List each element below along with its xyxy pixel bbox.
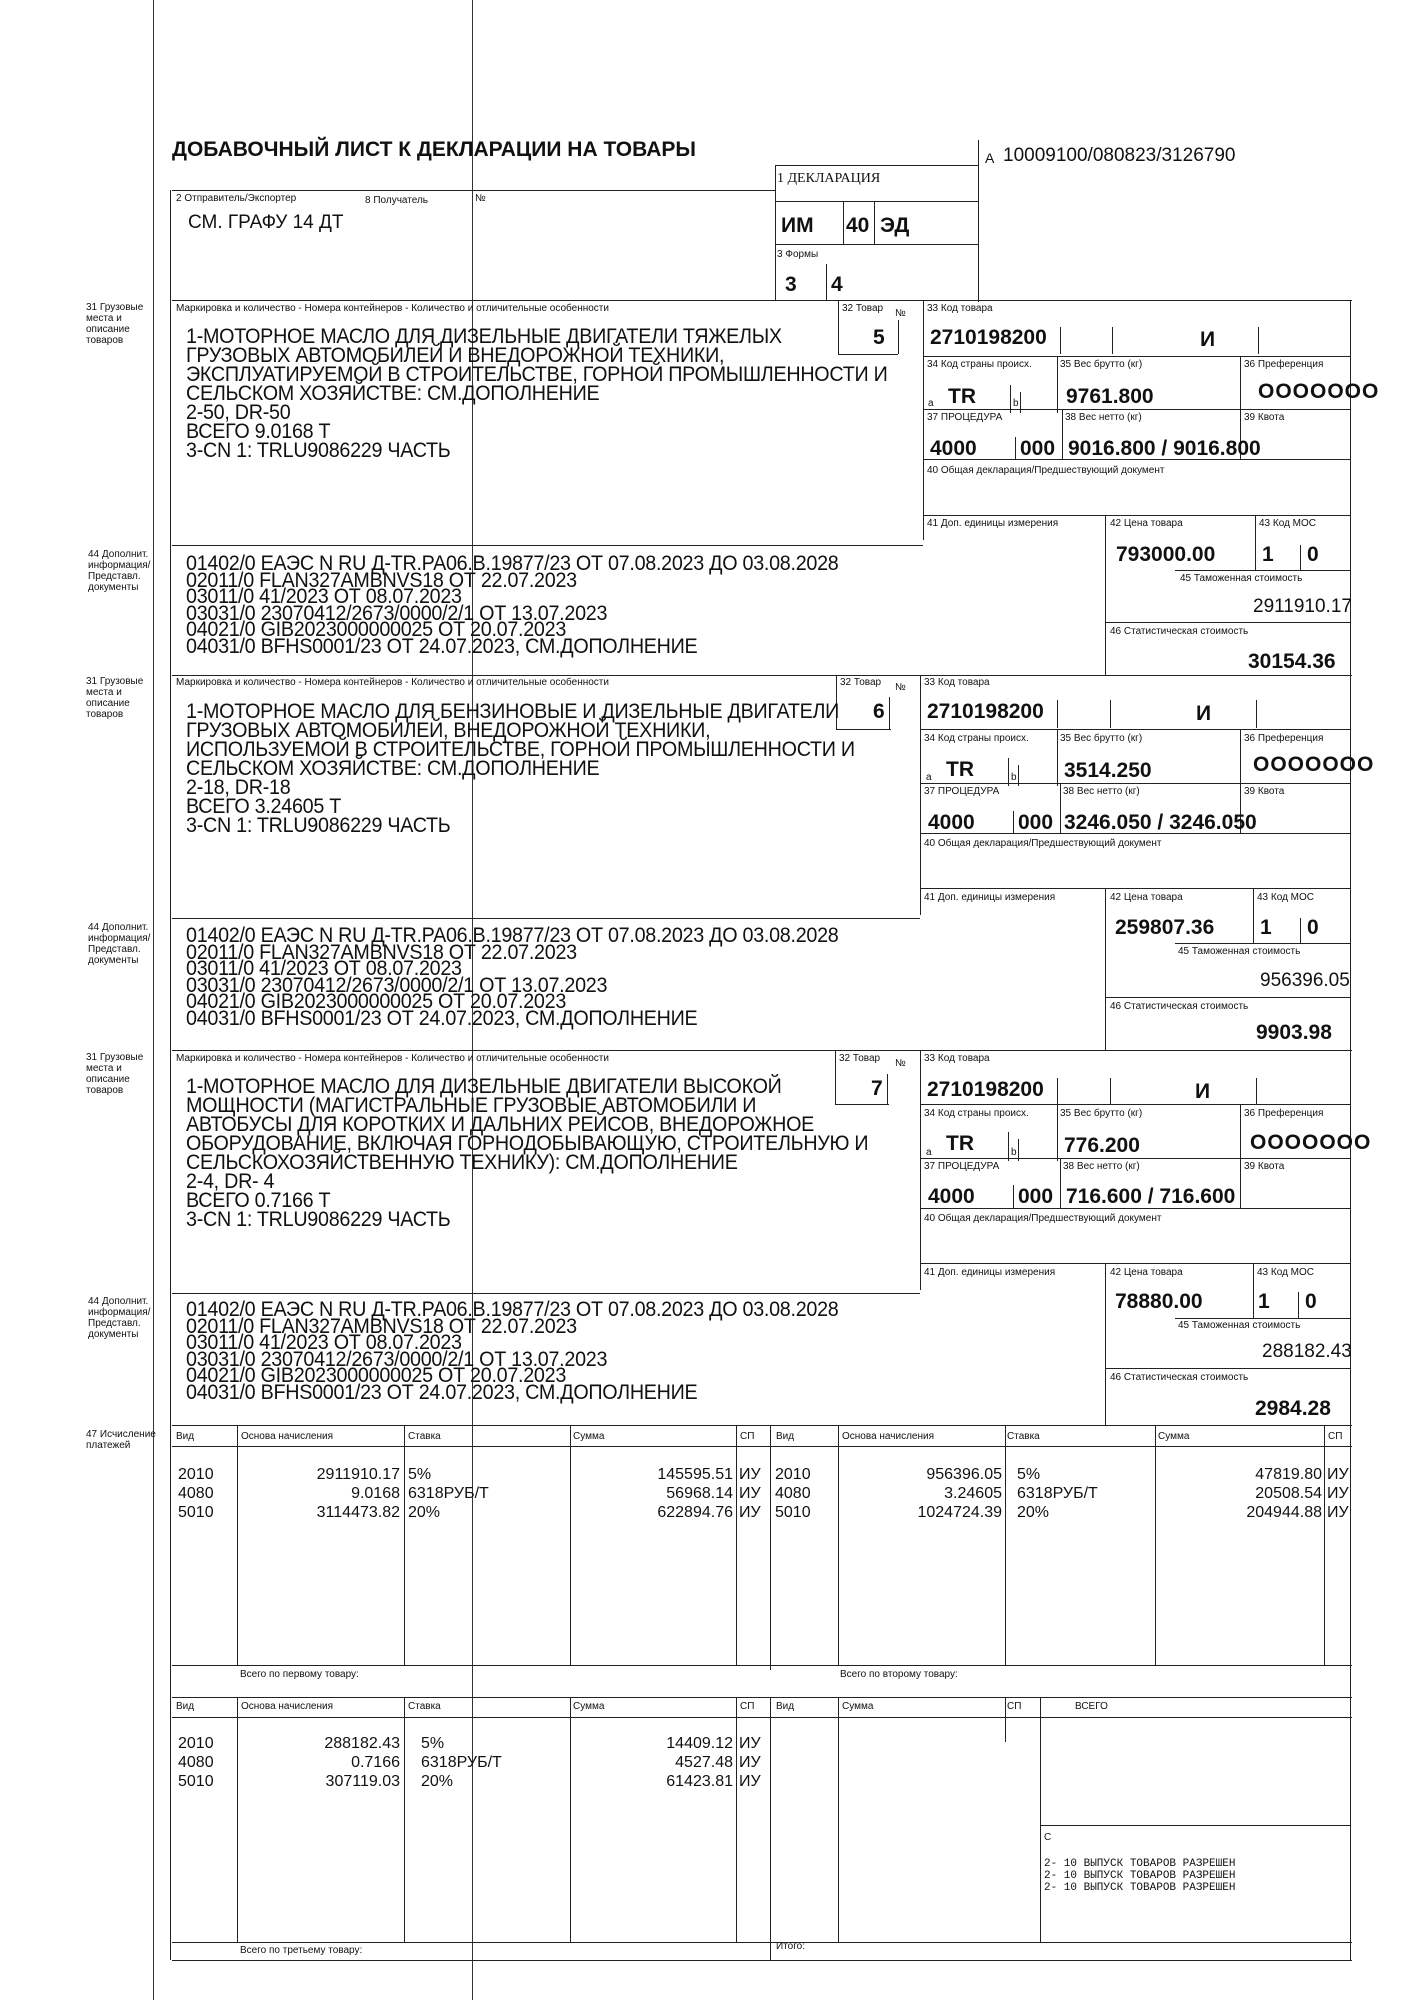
label-37: 37 ПРОЦЕДУРА [927,412,1003,423]
declaration-type-1: ИМ [781,214,814,237]
label-35: 35 Вес брутто (кг) [1060,733,1143,744]
gross-weight: 3514.250 [1064,759,1152,782]
customs-value: 956396.05 [1260,970,1350,991]
label-31-head: Маркировка и количество - Номера контейнеров - Количество и отличительные особенности [176,303,609,314]
commodity-code: 2710198200 [927,700,1044,723]
preference: ОООООOO [1253,753,1375,776]
label-38: 38 Вес нетто (кг) [1063,786,1140,797]
label-43: 43 Код МОС [1259,518,1317,529]
label-40: 40 Общая декларация/Предшествующий документ [924,1213,1162,1224]
procedure-2: 000 [1020,437,1056,460]
sender-no-label: № [475,193,486,204]
label-45: 45 Таможенная стоимость [1180,573,1303,584]
commodity-code: 2710198200 [927,1078,1044,1101]
procedure-1: 4000 [930,437,977,460]
label-45: 45 Таможенная стоимость [1178,1320,1301,1331]
total-second-item: Всего по второму товару: [840,1669,958,1680]
b-mark: b [1011,1147,1017,1158]
mos-1: 1 [1258,1290,1270,1313]
label-40: 40 Общая декларация/Предшествующий документ [924,838,1162,849]
documents-list: 01402/0 ЕАЭС N RU Д-TR.PA06.B.19877/23 ОТ 07.08.2023 ДО 03.08.2028 02011/0 FLAN327AMBNVS18 ОТ 22.07.2023 03011/0 41/2023 ОТ 08.07.2023 03031/0 23070412/2673/0000/2/1 ОТ 13.07.2023 04021/0 GIB2023000000025 ОТ 20.07.2023 04031/0 BFHS0001/23 ОТ 24.07.2023, СМ.ДОПОЛНЕНИЕ [186,1298,839,1404]
stat-value: 30154.36 [1248,650,1336,673]
label-39: 39 Квота [1244,412,1285,423]
label-36: 36 Преференция [1244,359,1324,370]
label-32-no: № [895,682,906,693]
label-31-head: Маркировка и количество - Номера контейнеров - Количество и отличительные особенности [176,677,609,688]
label-31: 31 Грузовые места и описание товаров [86,676,144,720]
gross-weight: 9761.800 [1066,385,1154,408]
label-34: 34 Код страны происх. [924,1108,1029,1119]
label-32-no: № [895,1058,906,1069]
box-c-label: С [1044,1832,1052,1843]
label-40: 40 Общая декларация/Предшествующий документ [927,465,1165,476]
documents-list: 01402/0 ЕАЭС N RU Д-TR.PA06.B.19877/23 ОТ 07.08.2023 ДО 03.08.2028 02011/0 FLAN327AMBNVS18 ОТ 22.07.2023 03011/0 41/2023 ОТ 08.07.2023 03031/0 23070412/2673/0000/2/1 ОТ 13.07.2023 04021/0 GIB2023000000025 ОТ 20.07.2023 04031/0 BFHS0001/23 ОТ 24.07.2023, СМ.ДОПОЛНЕНИЕ [186,924,839,1030]
itogo-label: Итого: [776,1941,805,1952]
label-32: 32 Товар [839,1053,881,1064]
box-c-lines: 2- 10 ВЫПУСК ТОВАРОВ РАЗРЕШЕН 2- 10 ВЫПУСК ТОВАРОВ РАЗРЕШЕН 2- 10 ВЫПУСК ТОВАРОВ РАЗРЕШЕН [1044,1858,1236,1894]
label-35: 35 Вес брутто (кг) [1060,359,1143,370]
label-47: 47 Исчисление платежей [86,1429,156,1451]
declaration-type-3: ЭД [880,214,910,237]
label-32-no: № [895,308,906,319]
country-code: TR [948,385,976,408]
recipient-label: 8 Получатель [365,195,428,206]
label-34: 34 Код страны происх. [927,359,1032,370]
label-32: 32 Товар [842,303,884,314]
sender-label: 2 Отправитель/Экспортер [176,193,297,204]
label-41: 41 Доп. единицы измерения [924,892,1056,903]
total-third-item: Всего по третьему товару: [240,1945,363,1956]
label-37: 37 ПРОЦЕДУРА [924,786,1000,797]
item-price: 793000.00 [1116,543,1216,566]
declaration-type-2: 40 [846,214,870,237]
label-44: 44 Дополнит. информация/ Представл. документы [88,922,151,966]
goods-description: 1-МОТОРНОЕ МАСЛО ДЛЯ БЕНЗИНОВЫЕ И ДИЗЕЛЬНЫЕ ДВИГАТЕЛИ ГРУЗОВЫХ АВТОМОБИЛЕЙ, ВНЕДОРОЖНОЙ ТЕХНИКИ, ИСПОЛЬЗУЕМОЙ В СТРОИТЕЛЬСТВЕ, ГОРНОЙ ПРОМЫШЛЕННОСТИ И СЕЛЬСКОМ ХОЗЯЙСТВЕ: СМ.ДОПОЛНЕНИЕ 2-18, DR-18 ВСЕГО 3.24605 Т 3-CN 1: TRLU9086229 ЧАСТЬ [186,700,855,837]
label-43: 43 Код МОС [1257,892,1315,903]
label-33: 33 Код товара [927,303,993,314]
item-price: 259807.36 [1115,916,1215,939]
label-38: 38 Вес нетто (кг) [1065,412,1142,423]
label-33: 33 Код товара [924,1053,990,1064]
label-42: 42 Цена товара [1110,892,1183,903]
procedure-2: 000 [1018,811,1054,834]
total-first-item: Всего по первому товару: [240,1669,359,1680]
item-number: 7 [871,1077,883,1100]
label-36: 36 Преференция [1244,733,1324,744]
commodity-flag: И [1200,328,1216,351]
item-price: 78880.00 [1115,1290,1203,1313]
goods-description: 1-МОТОРНОЕ МАСЛО ДЛЯ ДИЗЕЛЬНЫЕ ДВИГАТЕЛИ ВЫСОКОЙ МОЩНОСТИ (МАГИСТРАЛЬНЫЕ ГРУЗОВЫЕ АВТОМОБИЛИ И АВТОБУСЫ ДЛЯ КОРОТКИХ И ДАЛЬНИХ РЕЙСОВ, ВНЕДОРОЖНОЕ ОБОРУДОВАНИЕ, ВКЛЮЧАЯ ГОРНОДОБЫВАЮЩУЮ, СТРОИТЕЛЬНУЮ И СЕЛЬСКОХОЗЯЙСТВЕННУЮ ТЕХНИКУ): СМ.ДОПОЛНЕНИЕ 2-4, DR- 4 ВСЕГО 0.7166 Т 3-CN 1: TRLU9086229 ЧАСТЬ [186,1075,869,1231]
a-mark: a [928,398,934,409]
country-code: TR [946,1132,974,1155]
customs-value: 2911910.17 [1253,596,1352,617]
label-44: 44 Дополнит. информация/ Представл. документы [88,1296,151,1340]
preference: ОООООOO [1258,380,1380,403]
sender-value: СМ. ГРАФУ 14 ДТ [188,212,344,233]
label-46: 46 Статистическая стоимость [1110,1372,1249,1383]
item-number: 6 [873,700,885,723]
goods-description: 1-МОТОРНОЕ МАСЛО ДЛЯ ДИЗЕЛЬНЫЕ ДВИГАТЕЛИ ТЯЖЕЛЫХ ГРУЗОВЫХ АВТОМОБИЛЕЙ И ВНЕДОРОЖНОЙ ТЕХНИКИ, ЭКСПЛУАТИРУЕМОЙ В СТРОИТЕЛЬСТВЕ, ГОРНОЙ ПРОМЫШЛЕННОСТИ И СЕЛЬСКОМ ХОЗЯЙСТВЕ: СМ.ДОПОЛНЕНИЕ 2-50, DR-50 ВСЕГО 9.0168 Т 3-CN 1: TRLU9086229 ЧАСТЬ [186,325,888,462]
preference: ОООООOO [1250,1131,1372,1154]
label-33: 33 Код товара [924,677,990,688]
item-number: 5 [873,326,885,349]
label-31: 31 Грузовые места и описание товаров [86,1052,144,1096]
customs-value: 288182.43 [1262,1341,1352,1362]
label-39: 39 Квота [1244,1161,1285,1172]
reg-prefix: A [985,150,995,166]
procedure-2: 000 [1018,1185,1054,1208]
net-weight: 3246.050 / 3246.050 [1064,811,1257,834]
stat-value: 2984.28 [1255,1397,1331,1420]
commodity-code: 2710198200 [930,326,1047,349]
label-31: 31 Грузовые места и описание товаров [86,302,144,346]
scan-line-left [153,0,154,2000]
country-code: TR [946,758,974,781]
mos-2: 0 [1307,916,1319,939]
mos-2: 0 [1305,1290,1317,1313]
label-46: 46 Статистическая стоимость [1110,1001,1249,1012]
page-title: ДОБАВОЧНЫЙ ЛИСТ К ДЕКЛАРАЦИИ НА ТОВАРЫ [172,138,696,161]
a-mark: a [926,772,932,783]
label-43: 43 Код МОС [1257,1267,1315,1278]
label-41: 41 Доп. единицы измерения [927,518,1059,529]
label-41: 41 Доп. единицы измерения [924,1267,1056,1278]
commodity-flag: И [1195,1080,1211,1103]
a-mark: a [926,1147,932,1158]
label-36: 36 Преференция [1244,1108,1324,1119]
net-weight: 716.600 / 716.600 [1066,1185,1236,1208]
mos-2: 0 [1307,543,1319,566]
b-mark: b [1011,772,1017,783]
net-weight: 9016.800 / 9016.800 [1068,437,1261,460]
label-34: 34 Код страны происх. [924,733,1029,744]
label-32: 32 Товар [840,677,882,688]
form-total: 4 [831,273,843,296]
label-45: 45 Таможенная стоимость [1178,946,1301,957]
label-39: 39 Квота [1244,786,1285,797]
declaration-label: 1 ДЕКЛАРАЦИЯ [777,171,881,186]
commodity-flag: И [1196,702,1212,725]
forms-label: 3 Формы [777,249,819,260]
documents-list: 01402/0 ЕАЭС N RU Д-TR.PA06.B.19877/23 ОТ 07.08.2023 ДО 03.08.2028 02011/0 FLAN327AMBNVS18 ОТ 22.07.2023 03011/0 41/2023 ОТ 08.07.2023 03031/0 23070412/2673/0000/2/1 ОТ 13.07.2023 04021/0 GIB2023000000025 ОТ 20.07.2023 04031/0 BFHS0001/23 ОТ 24.07.2023, СМ.ДОПОЛНЕНИЕ [186,552,839,658]
form-current: 3 [785,273,797,296]
b-mark: b [1013,398,1019,409]
label-42: 42 Цена товара [1110,1267,1183,1278]
procedure-1: 4000 [928,1185,975,1208]
procedure-1: 4000 [928,811,975,834]
stat-value: 9903.98 [1256,1021,1332,1044]
label-35: 35 Вес брутто (кг) [1060,1108,1143,1119]
label-31-head: Маркировка и количество - Номера контейнеров - Количество и отличительные особенности [176,1053,609,1064]
reg-number: 10009100/080823/3126790 [1003,145,1236,166]
label-37: 37 ПРОЦЕДУРА [924,1161,1000,1172]
label-42: 42 Цена товара [1110,518,1183,529]
gross-weight: 776.200 [1064,1134,1140,1157]
label-38: 38 Вес нетто (кг) [1063,1161,1140,1172]
label-44: 44 Дополнит. информация/ Представл. документы [88,549,151,593]
label-46: 46 Статистическая стоимость [1110,626,1249,637]
mos-1: 1 [1260,916,1272,939]
mos-1: 1 [1262,543,1274,566]
